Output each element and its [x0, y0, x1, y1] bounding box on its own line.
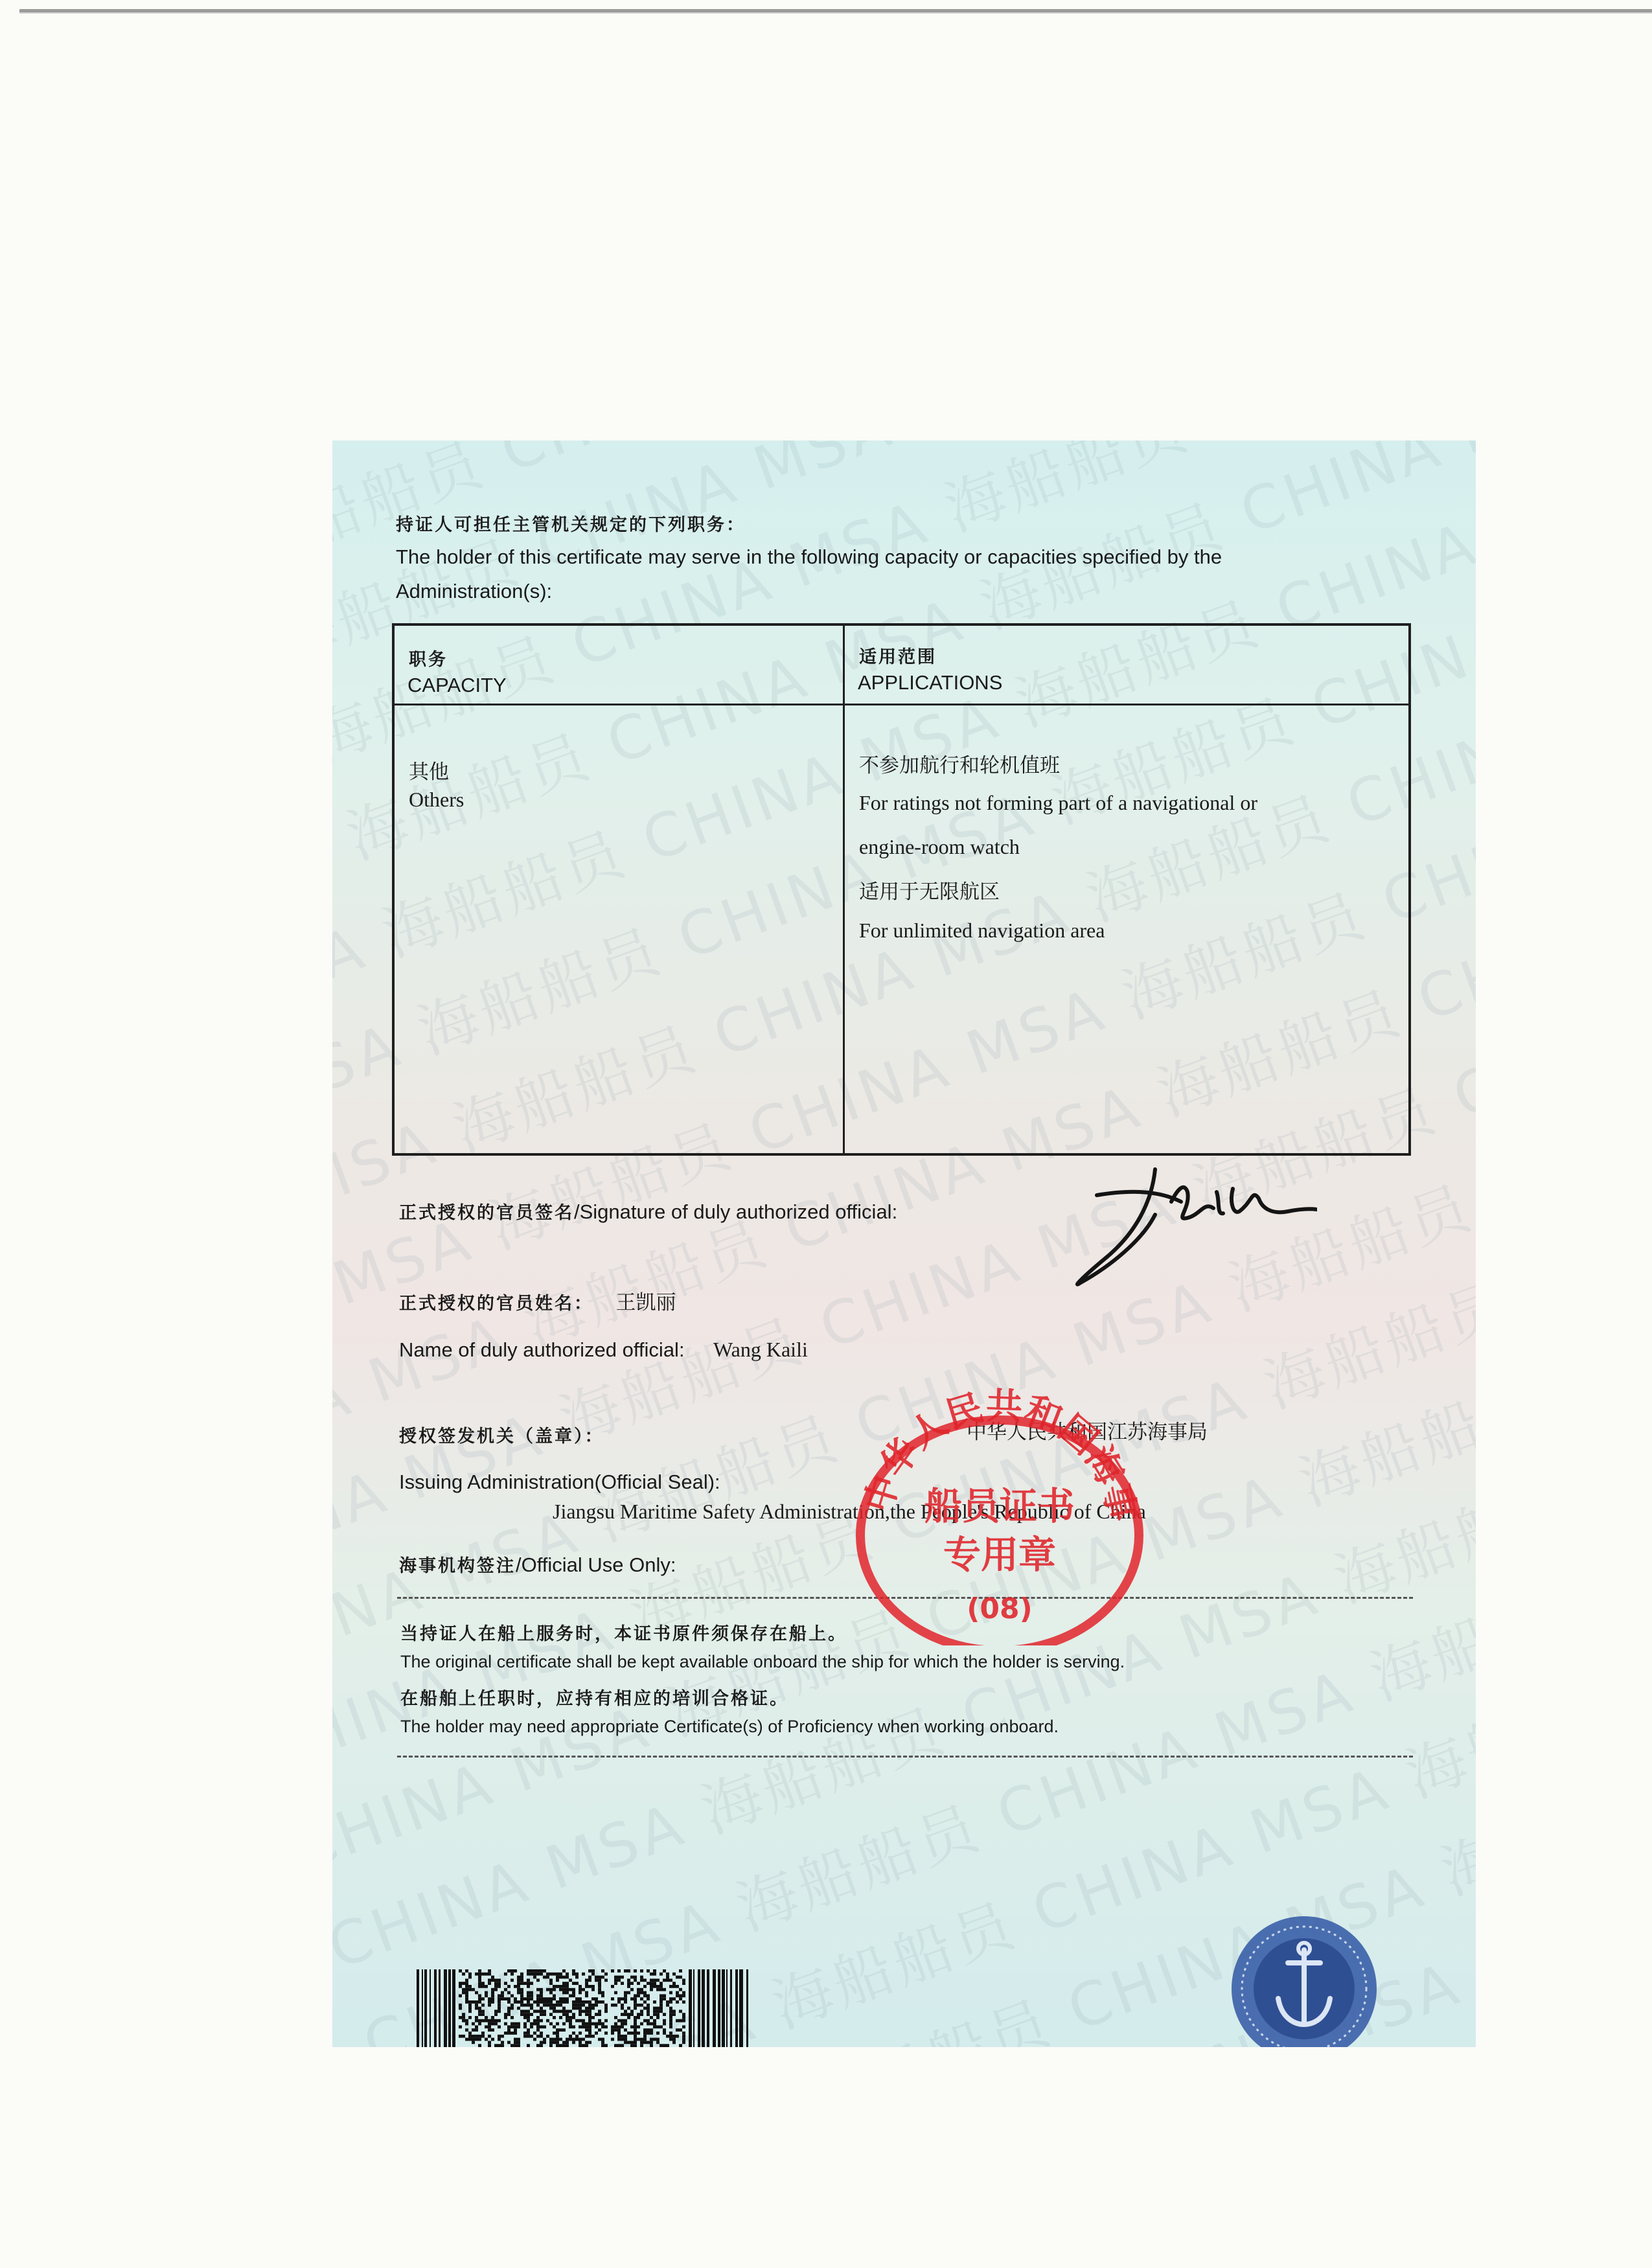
applications-header-cn: 适用范围: [859, 643, 937, 668]
security-watermark: MSA 海船船员 CHINA MSA 海船船员 CHINA CHINA MSA 海船船员 CHINA MSA 海船船员 CHINA CHINA MSA 海船船员 CHINA MSA 海船船员 CHINA CHINA MSA 海船船员 CHINA MSA 海船船员 CHINA MSA 海船船员 CHINA MSA 海船船员 CHINA MSA 海船船员 CHINA MSA 海船船员 CHINA MSA 海船船员 CHINA MSA 海船船员 CHINA MSA 海船船员 CHINA MSA 海船船员 MSA 海船船员 CHINA MSA 海船船员 CHINA MSA 海船船员 MSA 海船船员: [332, 441, 1476, 2047]
note2-cn: 在船舶上任职时，应持有相应的培训合格证。: [400, 1684, 789, 1710]
signature-label-en: /Signature of duly authorized official:: [574, 1200, 897, 1223]
qr-barcode: [417, 1969, 750, 2047]
issuing-label-en: Issuing Administration(Official Seal):: [399, 1471, 720, 1494]
capacity-value-en: Others: [409, 788, 464, 812]
issuing-label-cn: 授权签发机关（盖章）：: [399, 1422, 604, 1447]
application-line: engine-room watch: [859, 835, 1020, 859]
scan-edge-shadow: [19, 12, 1652, 14]
anchor-emblem-icon: [1226, 1911, 1382, 2047]
svg-text:中华人民共和国海事局: 中华人民共和国海事: [838, 1373, 1143, 1525]
official-use-label-cn: 海事机构签注: [399, 1556, 516, 1576]
official-name-label-cn: 正式授权的官员姓名：: [399, 1294, 593, 1314]
header-en-line1: The holder of this certificate may serve in the following capacity or capacities specified by the: [396, 545, 1222, 569]
capacity-header-cn: 职务: [409, 645, 448, 670]
dashed-divider: [397, 1756, 1413, 1758]
header-cn: 持证人可担任主管机关规定的下列职务：: [396, 510, 746, 536]
official-name-cn: 王凯丽: [615, 1291, 676, 1314]
issuing-value-cn: 中华人民共和国江苏海事局: [967, 1415, 1208, 1445]
svg-text:专用章: 专用章: [943, 1533, 1056, 1577]
capacity-value-cn: 其他: [409, 755, 449, 785]
signature-label: [399, 1198, 897, 1224]
issuing-value-en: Jiangsu Maritime Safety Administration,the People's Republic of China: [553, 1500, 1146, 1524]
application-line: 不参加航行和轮机值班: [859, 749, 1060, 778]
official-name-cn-row: [399, 1286, 676, 1315]
note2-en: The holder may need appropriate Certificate(s) of Proficiency when working onboard.: [400, 1717, 1059, 1737]
table-divider-horizontal: [395, 704, 1408, 705]
official-use-label-en: /Official Use Only:: [516, 1553, 676, 1576]
application-line: For ratings not forming part of a navigational or: [859, 791, 1257, 815]
official-name-en: Wang Kaili: [713, 1338, 808, 1361]
capacity-header-en: CAPACITY: [407, 674, 507, 697]
official-name-en-row: [399, 1338, 808, 1362]
official-red-seal: [838, 1373, 1149, 1645]
official-signature: [1058, 1163, 1317, 1292]
applications-header-en: APPLICATIONS: [858, 671, 1002, 694]
application-line: 适用于无限航区: [859, 875, 1000, 904]
official-name-label-en: Name of duly authorized official:: [399, 1338, 685, 1361]
certificate-page: [332, 441, 1476, 2047]
application-line: For unlimited navigation area: [859, 919, 1105, 943]
signature-label-cn: 正式授权的官员签名: [399, 1203, 574, 1223]
capacity-table: [392, 623, 1411, 1156]
official-use-row: [399, 1552, 676, 1577]
note1-en: The original certificate shall be kept available onboard the ship for which the holder is serving.: [400, 1652, 1125, 1672]
svg-text:(08): (08): [967, 1592, 1032, 1625]
svg-text:船员证书: 船员证书: [924, 1484, 1075, 1528]
note1-cn: 当持证人在船上服务时，本证书原件须保存在船上。: [400, 1620, 847, 1645]
header-en-line2: Administration(s):: [396, 580, 552, 603]
